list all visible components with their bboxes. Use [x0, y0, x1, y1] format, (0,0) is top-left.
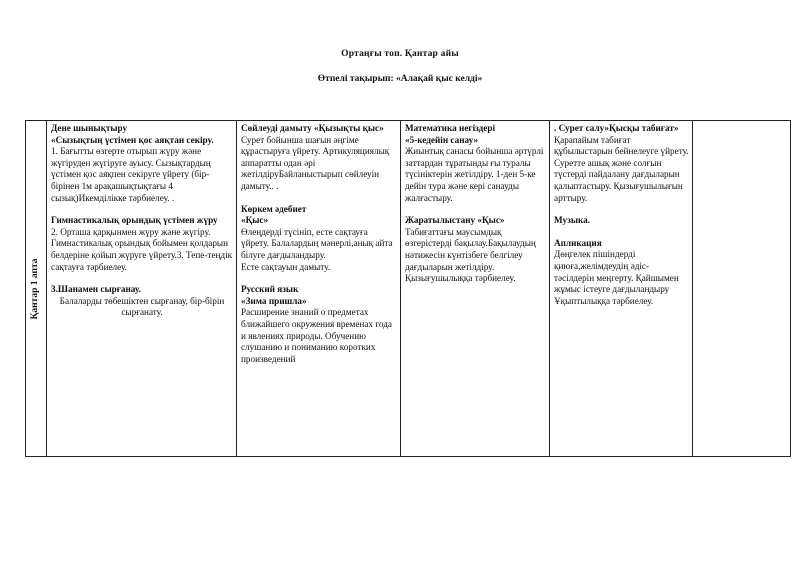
math-heading: Математика негіздері «5-кедейін санау» — [405, 123, 496, 145]
music-heading: Музыка. — [554, 215, 591, 226]
math-text: Жиынтық санасы бойынша әртүрлі заттардан тұратынды ғы туралы түсініктерін жетілдіру. 1-ден 5-ке дейін тура және кері санауды жалғастыру. — [405, 146, 544, 203]
russian-heading: Русский язык «Зима пришла» — [241, 284, 307, 306]
drawing-text: Қарапайым табиғат құбылыстарын бейнелеуге үйрету. Суретте ашық және солғын түстерді пайдалану дағдыларын қалыптастыру. Қызығушылығын арттыру. — [554, 134, 689, 203]
math-nature-cell — [401, 121, 550, 457]
nature-text: Табиғаттағы маусымдық өзгерістерді бақылау.Бақылаудың нәтижесін күнтізбеге белгілеу дағдыларын жетілдіру. Қызығушылыққа тәрбиелеу. — [405, 226, 536, 284]
sledding-text: Балаларды төбешіктен сырғанау, бір-бірін сырғанату. — [59, 295, 225, 318]
gymnastics-heading: Гимнастикалық орындық үстімен жүру — [51, 215, 218, 226]
empty-cell — [693, 121, 791, 457]
week-cell — [26, 121, 47, 457]
page-title: Ортаңғы топ. Қантар айы — [341, 49, 459, 59]
drawing-heading: . Сурет салу»Қысқы табиғат» — [554, 123, 679, 133]
week-label: Қантар 1 апта — [30, 257, 41, 320]
lesson-plan-table — [25, 120, 791, 457]
sledding-heading: 3.Шанамен сырғанау. — [51, 284, 141, 295]
gymnastics-text: 2. Орташа қарқынмен жүру және жүгіру. Гимнастикалық орындық бойымен қолдарын белдеріне қойып жүруге үйрету.3. Тепе-теңдік сақтауға тәрбиелеу. — [51, 226, 233, 272]
table-row — [26, 121, 791, 457]
speech-text: Сурет бойынша шағын әңгіме құрастыруға үйрету. Артикуляциялық аппаратты одан әрі жетілдіруБайланыстырып сөйлеуін дамыту.. . — [241, 134, 390, 191]
physical-ed-heading: Дене шынықтыру «Сызықтың үстімен қос аяқтан секіру. — [51, 123, 214, 145]
literature-heading: Көркем әдебиет «Қыс» — [241, 203, 307, 226]
nature-heading: Жаратылыстану «Қыс» — [405, 215, 505, 226]
literature-text: Өлеңдерді түсініп, есте сақтауға үйрету. Балалардың мәнерлі,анық айта білуге дағдыландыру. Есте сақтауын дамыту. — [241, 226, 393, 272]
speech-literature-cell — [237, 121, 401, 457]
speech-heading: Сөйлеуді дамыту «Қызықты қыс» — [241, 123, 384, 133]
physical-ed-text: 1. Бағытты өзгерте отырып жүру және жүгіруден жүгіруге ауысу. Сызықтардың үстімен қос аяқпен секіруге үйрету (бір-бірінен 1м арақашықтықтағы 4 сызық)Икемділікке тәрбиелеу. . — [51, 146, 211, 203]
applique-text: Дөңгелек пішіндерді қиюға,желімдеудің әдіс-тәсілдерін меңгерту. Қайшымен жұмыс істеуге дағдыландыру Ұқыптылыққа тәрбиелеу. — [554, 249, 679, 306]
russian-text: Расширение знаний о предметах ближайшего окружения временах года и явлениях природы. Обучению слушанию и пониманию коротких произведений — [241, 307, 392, 364]
page-subtitle: Өтпелі тақырып: «Алақай қыс келді» — [317, 74, 483, 84]
art-music-cell — [550, 121, 693, 457]
physical-education-cell — [47, 121, 237, 457]
applique-heading: Апликация — [554, 237, 602, 248]
